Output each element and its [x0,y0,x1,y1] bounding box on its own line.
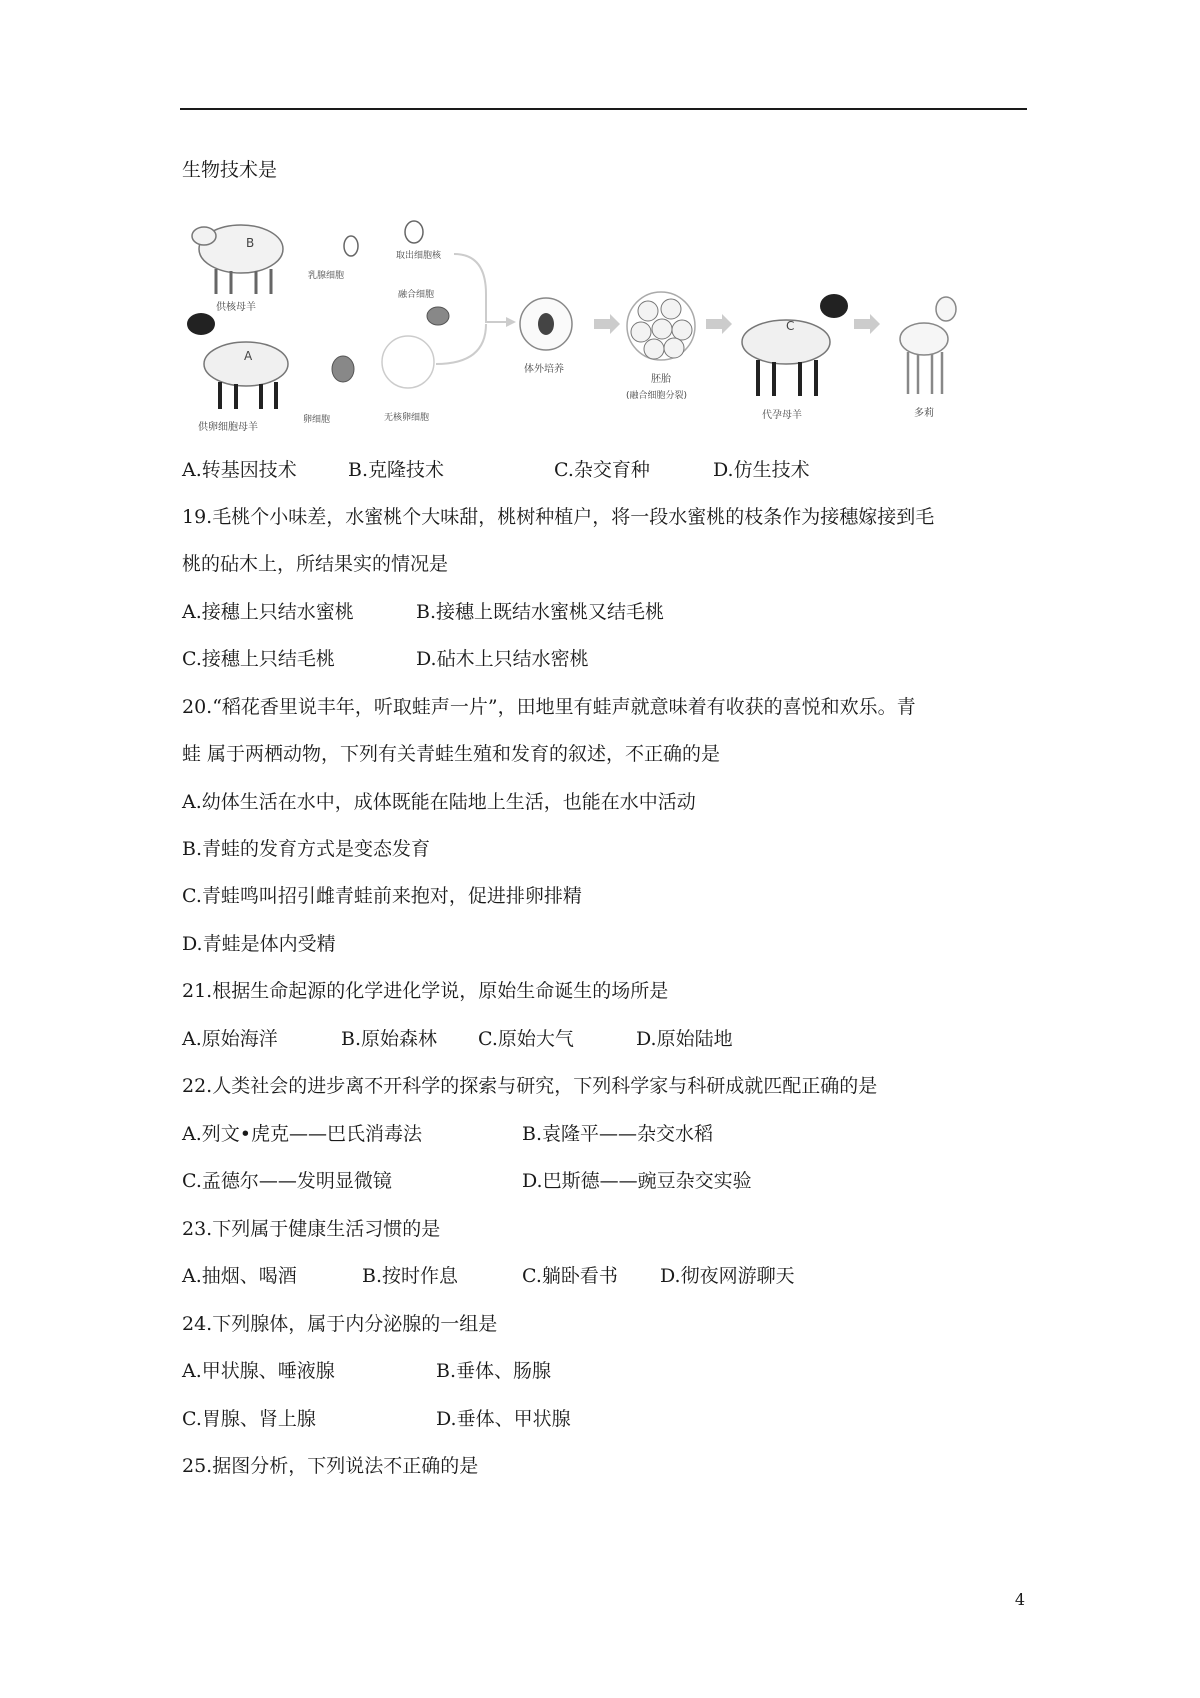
header-rule [180,108,1027,110]
q23-option-d: D.彻夜网游聊天 [660,1265,795,1287]
label-c: C [786,319,795,333]
nucleus-icon [405,221,423,243]
merge-arrow-bottom [436,324,486,364]
step-enucleated: 无核卵细胞 [384,413,430,423]
q25-stem: 25.据图分析，下列说法不正确的是 [182,1455,479,1477]
q20-option-b: B.青蛙的发育方式是变态发育 [182,838,431,860]
q24-option-c: C.胃腺、肾上腺 [182,1408,316,1430]
step-embryo-note: (融合细胞分裂) [626,391,688,401]
caption-dolly: 多莉 [914,408,934,419]
q18-option-a: A.转基因技术 [182,459,297,481]
arrow-head-icon [506,317,516,327]
step-egg: 卵细胞 [303,415,331,425]
q20-stem-line2: 蛙 属于两栖动物，下列有关青蛙生殖和发育的叙述，不正确的是 [182,743,721,765]
enucleated-egg-icon [382,336,434,388]
q19-option-a: A.接穗上只结水蜜桃 [182,601,354,623]
q20-stem-line1: 20.“稻花香里说丰年，听取蛙声一片”，田地里有蛙声就意味着有收获的喜悦和欢乐。青 [182,696,916,718]
q24-option-a: A.甲状腺、唾液腺 [182,1360,335,1382]
step-embryo: 胚胎 [651,374,671,385]
q21-option-d: D.原始陆地 [636,1028,733,1050]
q23-stem: 23.下列属于健康生活习惯的是 [182,1218,441,1240]
step-fused: 融合细胞 [398,290,435,300]
q24-option-d: D.垂体、甲状腺 [436,1408,571,1430]
q24-option-b: B.垂体、肠腺 [436,1360,552,1382]
q21-option-b: B.原始森林 [341,1028,438,1050]
q18-option-c: C.杂交育种 [554,459,650,481]
q18-option-d: D.仿生技术 [713,459,810,481]
egg-cell-icon [332,356,354,382]
merge-arrow-top [454,254,506,322]
q19-stem-line2: 桃的砧木上，所结果实的情况是 [182,553,449,575]
q19-option-c: C.接穗上只结毛桃 [182,648,335,670]
caption-a: 供卵细胞母羊 [198,422,258,433]
q23-option-a: A.抽烟、喝酒 [182,1265,297,1287]
cloning-diagram [186,194,1016,444]
label-b: B [246,236,255,250]
sheep-b-illustration [192,225,283,294]
page-number: 4 [1014,1590,1025,1609]
q22-option-d: D.巴斯德——豌豆杂交实验 [522,1170,752,1192]
sheep-c-illustration [742,294,848,396]
caption-b: 供核母羊 [216,302,256,313]
culture-nucleus-icon [538,313,554,335]
q19-option-b: B.接穗上既结水蜜桃又结毛桃 [416,601,665,623]
q23-option-b: B.按时作息 [362,1265,459,1287]
q22-option-a: A.列文•虎克——巴氏消毒法 [182,1123,422,1145]
q18-option-b: B.克隆技术 [348,459,445,481]
arrow-to-dolly-icon [854,314,880,334]
q21-stem: 21.根据生命起源的化学进化学说，原始生命诞生的场所是 [182,980,669,1002]
q24-stem: 24.下列腺体，属于内分泌腺的一组是 [182,1313,498,1335]
intro-line: 生物技术是 [182,159,278,181]
step-mammary: 乳腺细胞 [308,271,345,281]
q20-option-c: C.青蛙鸣叫招引雌青蛙前来抱对，促进排卵排精 [182,885,582,907]
q19-stem-line1: 19.毛桃个小味差，水蜜桃个大味甜，桃树种植户，将一段水蜜桃的枝条作为接穗嫁接到毛 [182,506,935,528]
fused-cell-icon [427,307,449,325]
label-a: A [244,349,253,363]
mammary-cell-icon [344,236,358,256]
q20-option-a: A.幼体生活在水中，成体既能在陆地上生活，也能在水中活动 [182,791,696,813]
q23-option-c: C.躺卧看书 [522,1265,618,1287]
arrow-to-surrogate-icon [706,314,732,334]
step-culture: 体外培养 [524,364,564,375]
q22-option-c: C.孟德尔——发明显微镜 [182,1170,392,1192]
embryo-icon [627,292,695,360]
q19-option-d: D.砧木上只结水密桃 [416,648,589,670]
caption-c: 代孕母羊 [762,410,802,421]
arrow-to-embryo-icon [594,314,620,334]
q21-option-a: A.原始海洋 [182,1028,278,1050]
q22-stem: 22.人类社会的进步离不开科学的探索与研究，下列科学家与科研成就匹配正确的是 [182,1075,878,1097]
step-nucleus: 取出细胞核 [396,251,442,261]
q21-option-c: C.原始大气 [478,1028,574,1050]
sheep-a-illustration [187,313,288,409]
q22-option-b: B.袁隆平——杂交水稻 [522,1123,714,1145]
lamb-dolly-illustration [900,297,956,394]
q20-option-d: D.青蛙是体内受精 [182,933,336,955]
